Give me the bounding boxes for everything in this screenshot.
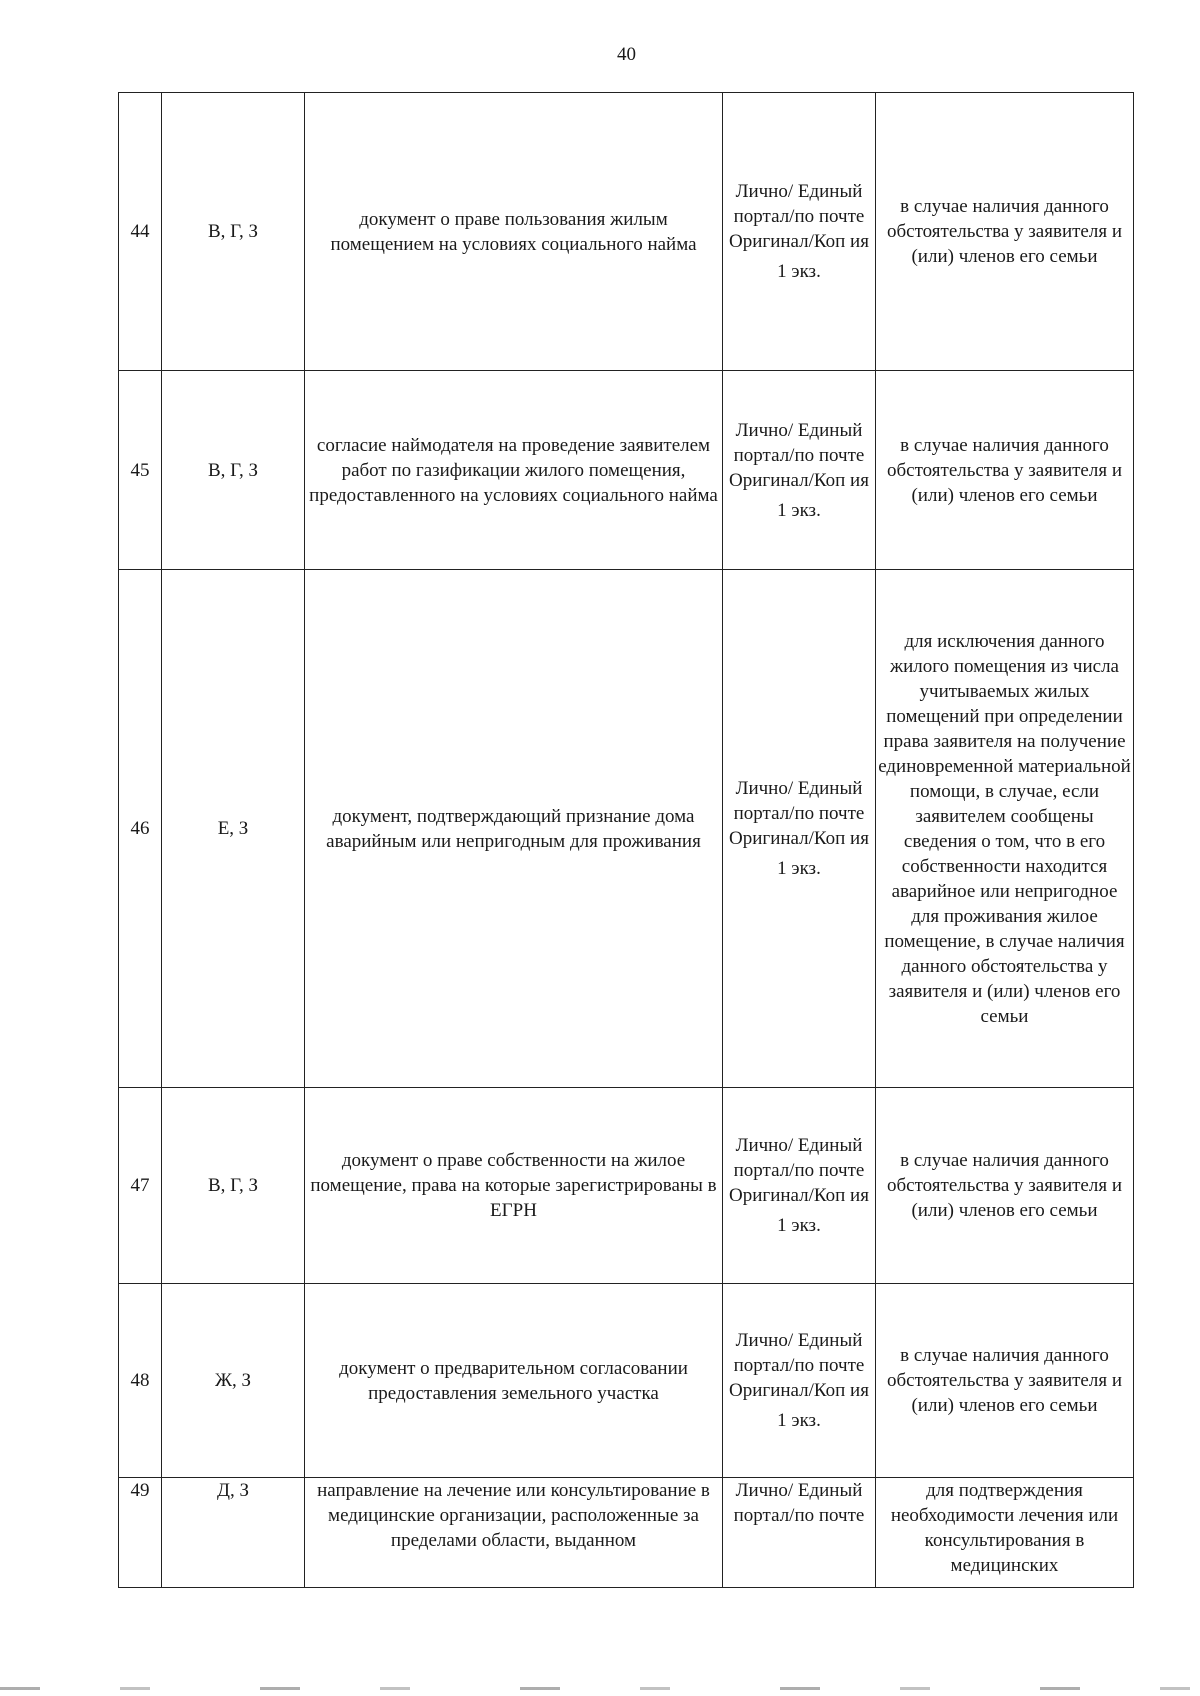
copies-count: 1 экз.	[777, 261, 821, 282]
row-document: документ о праве пользования жилым помещением на условиях социального найма	[305, 93, 723, 371]
row-submission-form	[723, 93, 876, 371]
row-document: документ о предварительном согласовании предоставления земельного участка	[305, 1284, 723, 1478]
table-row	[119, 1088, 1134, 1284]
row-submission-form	[723, 1088, 876, 1284]
table-row	[119, 93, 1134, 371]
row-number: 47	[119, 1088, 162, 1284]
row-document: документ о праве собственности на жилое помещение, права на которые зарегистрированы в ЕГРН	[305, 1088, 723, 1284]
submission-method: Лично/ Единый портал/по почте Оригинал/Коп ия	[729, 1330, 869, 1401]
row-note: в случае наличия данного обстоятельства у заявителя и (или) членов его семьи	[876, 1284, 1134, 1478]
row-document: документ, подтверждающий признание дома аварийным или непригодным для проживания	[305, 570, 723, 1088]
scan-edge-artifact	[0, 1687, 1200, 1690]
documents-table	[118, 92, 1134, 1588]
row-note: в случае наличия данного обстоятельства у заявителя и (или) членов его семьи	[876, 371, 1134, 570]
row-number: 46	[119, 570, 162, 1088]
row-category: Д, З	[162, 1478, 305, 1588]
copies-count: 1 экз.	[777, 499, 821, 521]
row-number: 44	[119, 93, 162, 371]
row-submission-form	[723, 371, 876, 570]
submission-method: Лично/ Единый портал/по почте Оригинал/Коп ия	[729, 1135, 869, 1206]
row-category: В, Г, З	[162, 1088, 305, 1284]
row-note: в случае наличия данного обстоятельства у заявителя и (или) членов его семьи	[876, 93, 1134, 371]
row-note: для подтверждения необходимости лечения или консультирования в медицинских	[876, 1478, 1134, 1588]
table-row	[119, 1284, 1134, 1478]
row-submission-form	[723, 570, 876, 1088]
row-number: 45	[119, 371, 162, 570]
row-category: Е, З	[162, 570, 305, 1088]
row-submission-form	[723, 1284, 876, 1478]
row-number: 48	[119, 1284, 162, 1478]
row-submission-form	[723, 1478, 876, 1588]
row-number: 49	[119, 1478, 162, 1588]
submission-method: Лично/ Единый портал/по почте Оригинал/Коп ия	[729, 419, 869, 491]
row-document: направление на лечение или консультирование в медицинские организации, расположенные за пределами области, выданном	[305, 1478, 723, 1588]
row-note: в случае наличия данного обстоятельства у заявителя и (или) членов его семьи	[876, 1088, 1134, 1284]
row-category: В, Г, З	[162, 371, 305, 570]
row-category: Ж, З	[162, 1284, 305, 1478]
submission-method: Лично/ Единый портал/по почте Оригинал/Коп ия	[729, 181, 869, 252]
copies-count: 1 экз.	[777, 1410, 821, 1431]
submission-method: Лично/ Единый портал/по почте	[733, 1480, 865, 1526]
page-number: 40	[617, 44, 636, 65]
table-row	[119, 371, 1134, 570]
row-category: В, Г, З	[162, 93, 305, 371]
copies-count: 1 экз.	[777, 858, 821, 879]
submission-method: Лично/ Единый портал/по почте Оригинал/Коп ия	[729, 778, 869, 849]
table-row	[119, 570, 1134, 1088]
table-row	[119, 1478, 1134, 1588]
row-document: согласие наймодателя на проведение заявителем работ по газификации жилого помещения, предоставленного на условиях социального найма	[305, 371, 723, 570]
row-note: для исключения данного жилого помещения из числа учитываемых жилых помещений при определении права заявителя на получение единовременной материальной помощи, в случае, если заявителем сообщены сведения о том, что в его собственности находится аварийное или непригодное для проживания жилое помещение, в случае наличия данного обстоятельства у заявителя и (или) членов его семьи	[876, 570, 1134, 1088]
copies-count: 1 экз.	[777, 1215, 821, 1236]
